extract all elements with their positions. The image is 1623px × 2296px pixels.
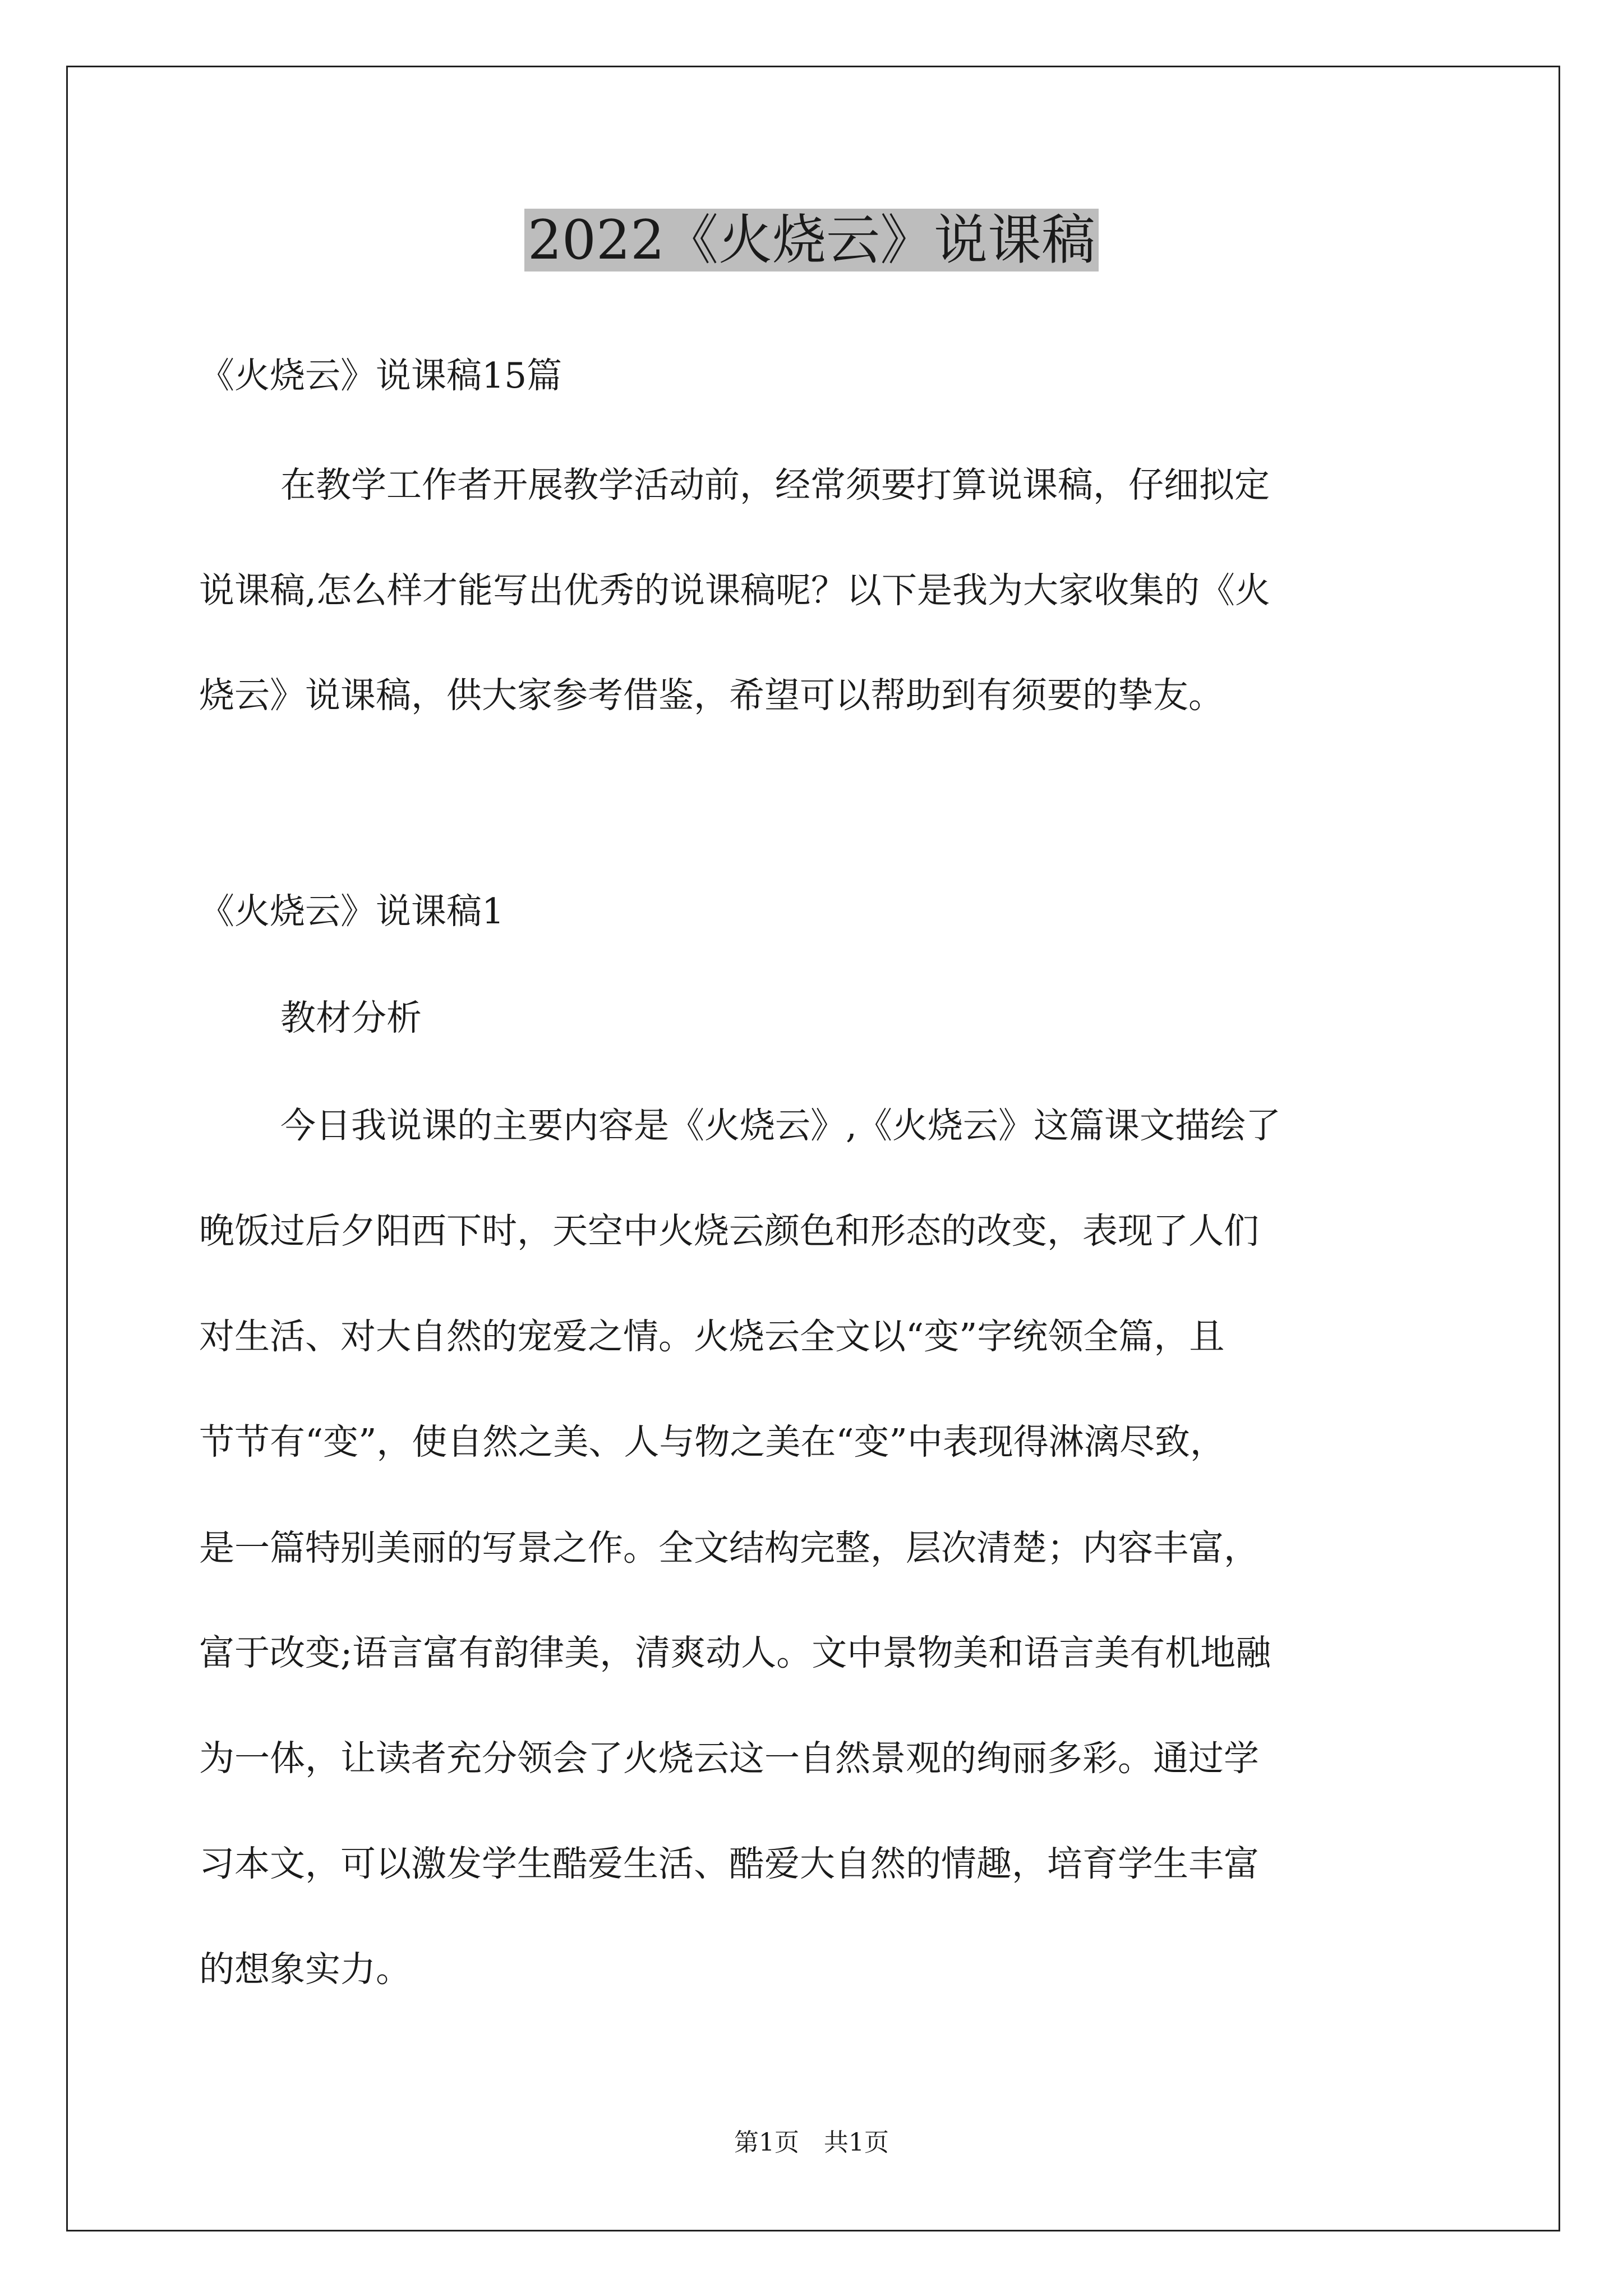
body-line-7: 为一体，让读者充分领会了火烧云这一自然景观的绚丽多彩。通过学 xyxy=(199,1738,1259,1779)
body-line-9: 的想象实力。 xyxy=(199,1949,411,1990)
body-line-2: 晚饭过后夕阳西下时，天空中火烧云颜色和形态的改变，表现了人们 xyxy=(199,1211,1259,1251)
body-line-6: 富于改变;语言富有韵律美，清爽动人。文中景物美和语言美有机地融 xyxy=(199,1632,1271,1673)
section-heading: 《火烧云》说课稿1 xyxy=(199,891,505,932)
body-line-1: 今日我说课的主要内容是《火烧云》,《火烧云》这篇课文描绘了 xyxy=(280,1105,1281,1146)
page-footer: 第1页 共1页 xyxy=(734,2128,889,2157)
intro-line-2: 说课稿,怎么样才能写出优秀的说课稿呢？以下是我为大家收集的《火 xyxy=(199,570,1271,611)
body-line-3: 对生活、对大自然的宠爱之情。火烧云全文以“变”字统领全篇，且 xyxy=(199,1316,1225,1357)
subsection-heading: 教材分析 xyxy=(280,997,422,1038)
body-line-5: 是一篇特别美丽的写景之作。全文结构完整，层次清楚；内容丰富， xyxy=(199,1527,1259,1568)
body-line-4: 节节有“变”，使自然之美、人与物之美在“变”中表现得淋漓尽致， xyxy=(199,1421,1225,1462)
intro-line-3: 烧云》说课稿，供大家参考借鉴，希望可以帮助到有须要的挚友。 xyxy=(199,675,1224,716)
intro-line-1: 在教学工作者开展教学活动前，经常须要打算说课稿，仔细拟定 xyxy=(280,464,1270,505)
document-title xyxy=(0,201,1623,279)
document-subtitle: 《火烧云》说课稿15篇 xyxy=(199,355,562,396)
document-title-text: 2022《火烧云》说课稿 xyxy=(524,209,1099,272)
body-line-8: 习本文，可以激发学生酷爱生活、酷爱大自然的情趣，培育学生丰富 xyxy=(199,1843,1259,1884)
